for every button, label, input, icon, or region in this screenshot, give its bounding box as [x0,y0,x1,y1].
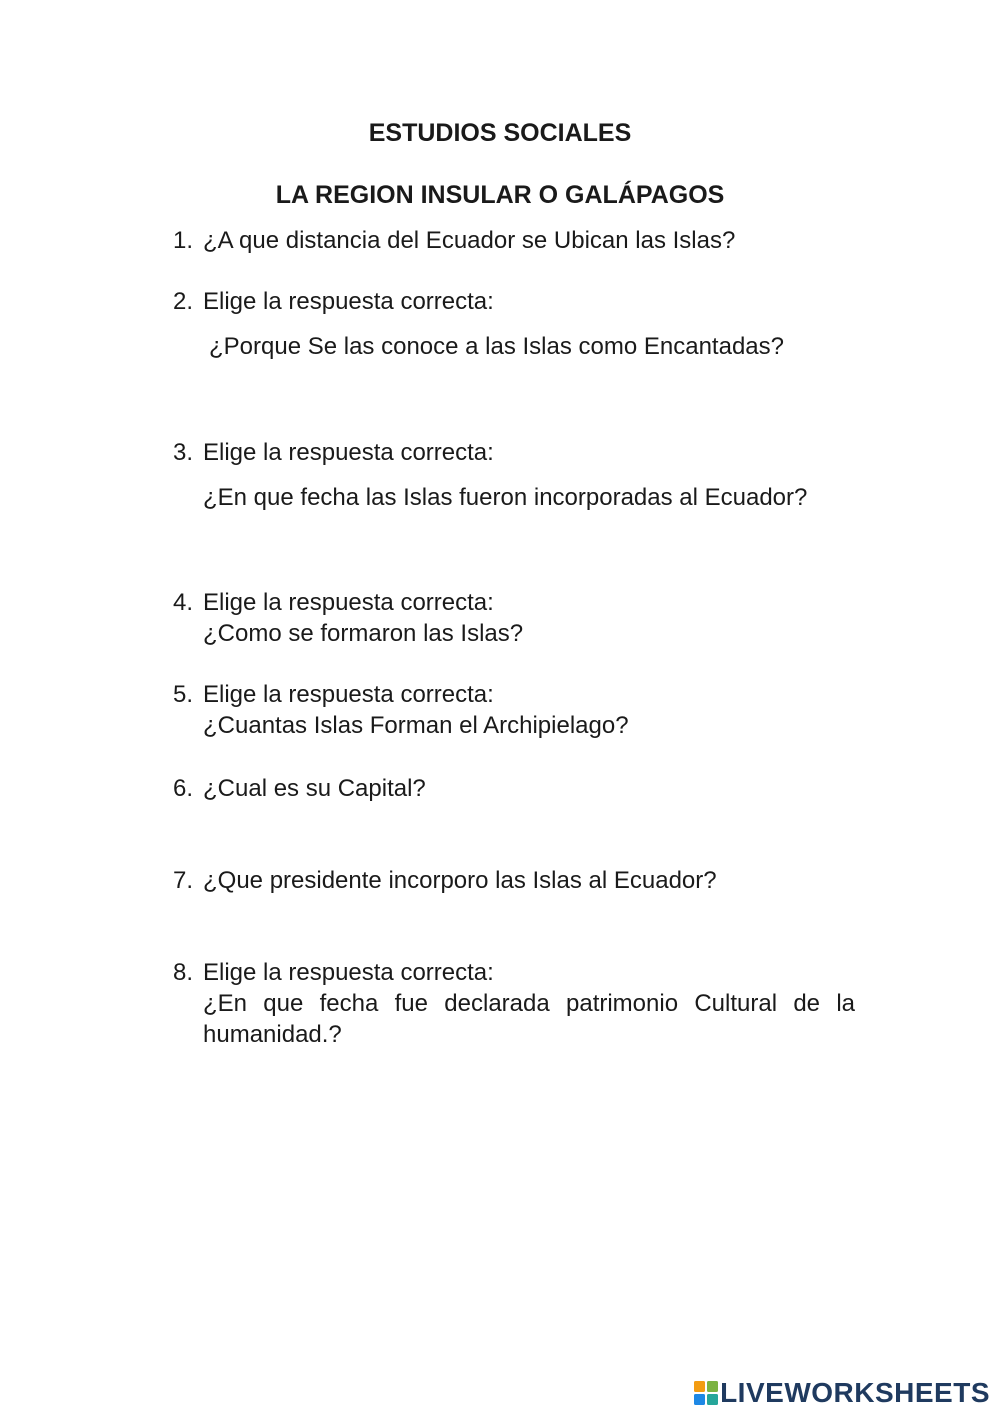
question-text: Elige la respuesta correcta: [203,959,494,986]
question-text: ¿A que distancia del Ecuador se Ubican las Islas? [203,227,736,254]
question-3 [173,437,855,513]
question-number: 3. [173,439,194,466]
question-subtext: ¿En que fecha las Islas fueron incorporadas al Ecuador? [203,484,808,511]
question-text: ¿Que presidente incorporo las Islas al Ecuador? [203,867,717,894]
question-6 [173,773,855,804]
liveworksheets-logo-icon [694,1381,718,1405]
question-4 [173,587,855,649]
question-1 [173,225,855,256]
question-number: 1. [173,227,194,254]
question-5 [173,679,855,741]
question-number: 2. [173,288,194,315]
brand-name: LIVEWORKSHEETS [720,1377,990,1408]
question-subtext: ¿Cuantas Islas Forman el Archipielago? [203,712,629,739]
page-subtitle: LA REGION INSULAR O GALÁPAGOS [275,181,725,209]
question-text: Elige la respuesta correcta: [203,589,494,616]
question-7 [173,865,855,896]
question-text: Elige la respuesta correcta: [203,681,494,708]
liveworksheets-brand [694,1378,990,1408]
question-8 [173,957,855,1050]
question-number: 5. [173,681,194,708]
question-subtext: ¿Como se formaron las Islas? [203,620,524,647]
question-text: ¿Cual es su Capital? [203,775,426,802]
question-text: Elige la respuesta correcta: [203,288,494,315]
question-number: 4. [173,589,194,616]
question-subtext: ¿Porque Se las conoce a las Islas como Encantadas? [209,333,784,360]
question-number: 6. [173,775,194,802]
question-text: Elige la respuesta correcta: [203,439,494,466]
question-subtext: ¿En que fecha fue declarada patrimonio Cultural de la humanidad.? [203,990,855,1048]
question-number: 7. [173,867,194,894]
question-2 [173,286,855,362]
question-number: 8. [173,959,194,986]
page-title: ESTUDIOS SOCIALES [368,119,632,147]
